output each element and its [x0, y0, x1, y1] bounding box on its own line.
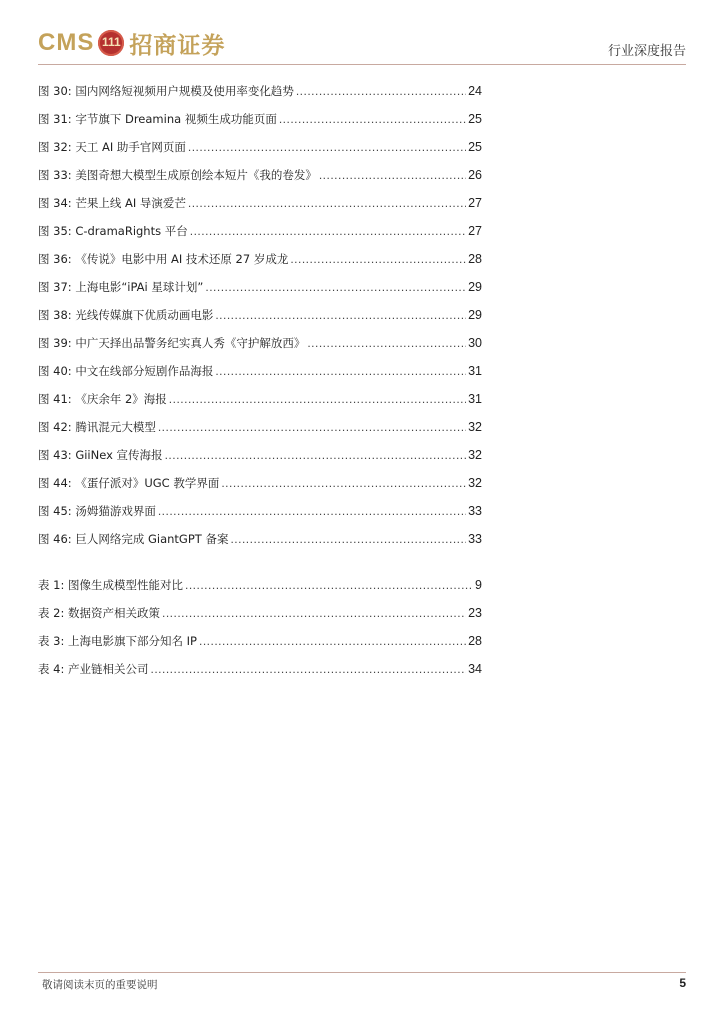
- dot-leader: [215, 307, 466, 323]
- figure-entry[interactable]: [38, 105, 482, 133]
- figure-entry-page: 30: [468, 336, 482, 350]
- logo-chinese-name: 招商证券: [129, 32, 226, 59]
- figure-entry-label: 图 35: C-dramaRights 平台: [38, 224, 188, 238]
- table-entry-label: 表 3: 上海电影旗下部分知名 IP: [38, 634, 197, 648]
- footer-divider: [38, 972, 686, 973]
- dot-leader: [290, 251, 466, 267]
- dot-leader: [205, 279, 466, 295]
- figure-entry-label: 图 38: 光线传媒旗下优质动画电影: [38, 308, 214, 322]
- table-entry-page: 34: [468, 662, 482, 676]
- dot-leader: [319, 167, 466, 183]
- dot-leader: [296, 83, 466, 99]
- figure-entry[interactable]: [38, 133, 482, 161]
- figure-entry-label: 图 41: 《庆余年 2》海报: [38, 392, 167, 406]
- figure-entry[interactable]: [38, 497, 482, 525]
- figure-entry-label: 图 34: 芒果上线 AI 导演爱芒: [38, 196, 186, 210]
- footer-disclaimer: 敬请阅读末页的重要说明: [42, 979, 158, 991]
- header-divider: [38, 64, 686, 65]
- figure-entry[interactable]: [38, 273, 482, 301]
- figure-entry[interactable]: [38, 441, 482, 469]
- table-entry[interactable]: [38, 599, 482, 627]
- figure-entry[interactable]: [38, 189, 482, 217]
- figure-entry[interactable]: [38, 329, 482, 357]
- table-entry[interactable]: [38, 655, 482, 683]
- figure-entry-label: 图 42: 腾讯混元大模型: [38, 420, 156, 434]
- figure-entry-page: 29: [468, 280, 482, 294]
- dot-leader: [185, 577, 473, 593]
- table-entry-page: 23: [468, 606, 482, 620]
- figure-entry-label: 图 36: 《传说》电影中用 AI 技术还原 27 岁成龙: [38, 252, 289, 266]
- figure-entry-page: 32: [468, 448, 482, 462]
- table-entry-label: 表 4: 产业链相关公司: [38, 662, 149, 676]
- dot-leader: [215, 363, 466, 379]
- figure-entry-page: 24: [468, 84, 482, 98]
- logo-text: CMS: [38, 29, 95, 56]
- figure-entry-label: 图 43: GiiNex 宣传海报: [38, 448, 163, 462]
- dot-leader: [199, 633, 466, 649]
- figure-entry[interactable]: [38, 77, 482, 105]
- dot-leader: [165, 447, 467, 463]
- page-header: [38, 26, 686, 66]
- figure-entry-page: 31: [468, 392, 482, 406]
- dot-leader: [279, 111, 466, 127]
- figure-entry-label: 图 31: 字节旗下 Dreamina 视频生成功能页面: [38, 112, 277, 126]
- table-entry-page: 9: [475, 578, 482, 592]
- figure-entry-page: 29: [468, 308, 482, 322]
- list-gap: [38, 553, 482, 571]
- logo-seal-icon: 111: [98, 30, 124, 56]
- figure-entry-label: 图 39: 中广天择出品警务纪实真人秀《守护解放西》: [38, 336, 306, 350]
- cms-logo: [38, 26, 225, 60]
- figure-entry[interactable]: [38, 469, 482, 497]
- figure-entry-page: 28: [468, 252, 482, 266]
- figure-entry-label: 图 45: 汤姆猫游戏界面: [38, 504, 156, 518]
- table-entry-page: 28: [468, 634, 482, 648]
- figure-table-index: [38, 77, 482, 683]
- dot-leader: [158, 503, 466, 519]
- figure-entry-page: 31: [468, 364, 482, 378]
- figure-entry-page: 27: [468, 196, 482, 210]
- report-type: 行业深度报告: [607, 44, 686, 59]
- figure-entry-label: 图 46: 巨人网络完成 GiantGPT 备案: [38, 532, 229, 546]
- figure-entry[interactable]: [38, 245, 482, 273]
- dot-leader: [221, 475, 466, 491]
- figure-entry-label: 图 40: 中文在线部分短剧作品海报: [38, 364, 214, 378]
- figure-entry-page: 33: [468, 532, 482, 546]
- figure-entry-page: 26: [468, 168, 482, 182]
- figure-list: [38, 77, 482, 553]
- table-entry-label: 表 1: 图像生成模型性能对比: [38, 578, 184, 592]
- figure-entry-page: 32: [468, 476, 482, 490]
- figure-entry-page: 25: [468, 140, 482, 154]
- figure-entry[interactable]: [38, 217, 482, 245]
- table-list: [38, 571, 482, 683]
- figure-entry-label: 图 37: 上海电影“iPAi 星球计划”: [38, 280, 204, 294]
- figure-entry-page: 32: [468, 420, 482, 434]
- table-entry[interactable]: [38, 627, 482, 655]
- figure-entry-label: 图 32: 天工 AI 助手官网页面: [38, 140, 186, 154]
- figure-entry-label: 图 30: 国内网络短视频用户规模及使用率变化趋势: [38, 84, 294, 98]
- dot-leader: [307, 335, 466, 351]
- figure-entry-page: 25: [468, 112, 482, 126]
- figure-entry-page: 33: [468, 504, 482, 518]
- figure-entry-page: 27: [468, 224, 482, 238]
- figure-entry[interactable]: [38, 161, 482, 189]
- figure-entry-label: 图 33: 美图奇想大模型生成原创绘本短片《我的卷发》: [38, 168, 317, 182]
- figure-entry[interactable]: [38, 525, 482, 553]
- figure-entry[interactable]: [38, 385, 482, 413]
- table-entry-label: 表 2: 数据资产相关政策: [38, 606, 161, 620]
- dot-leader: [188, 195, 466, 211]
- dot-leader: [169, 391, 466, 407]
- dot-leader: [162, 605, 466, 621]
- figure-entry[interactable]: [38, 413, 482, 441]
- table-entry[interactable]: [38, 571, 482, 599]
- dot-leader: [188, 139, 466, 155]
- dot-leader: [158, 419, 466, 435]
- figure-entry[interactable]: [38, 357, 482, 385]
- figure-entry[interactable]: [38, 301, 482, 329]
- figure-entry-label: 图 44: 《蛋仔派对》UGC 教学界面: [38, 476, 220, 490]
- dot-leader: [230, 531, 466, 547]
- dot-leader: [151, 661, 467, 677]
- dot-leader: [190, 223, 466, 239]
- page-number: 5: [679, 976, 686, 990]
